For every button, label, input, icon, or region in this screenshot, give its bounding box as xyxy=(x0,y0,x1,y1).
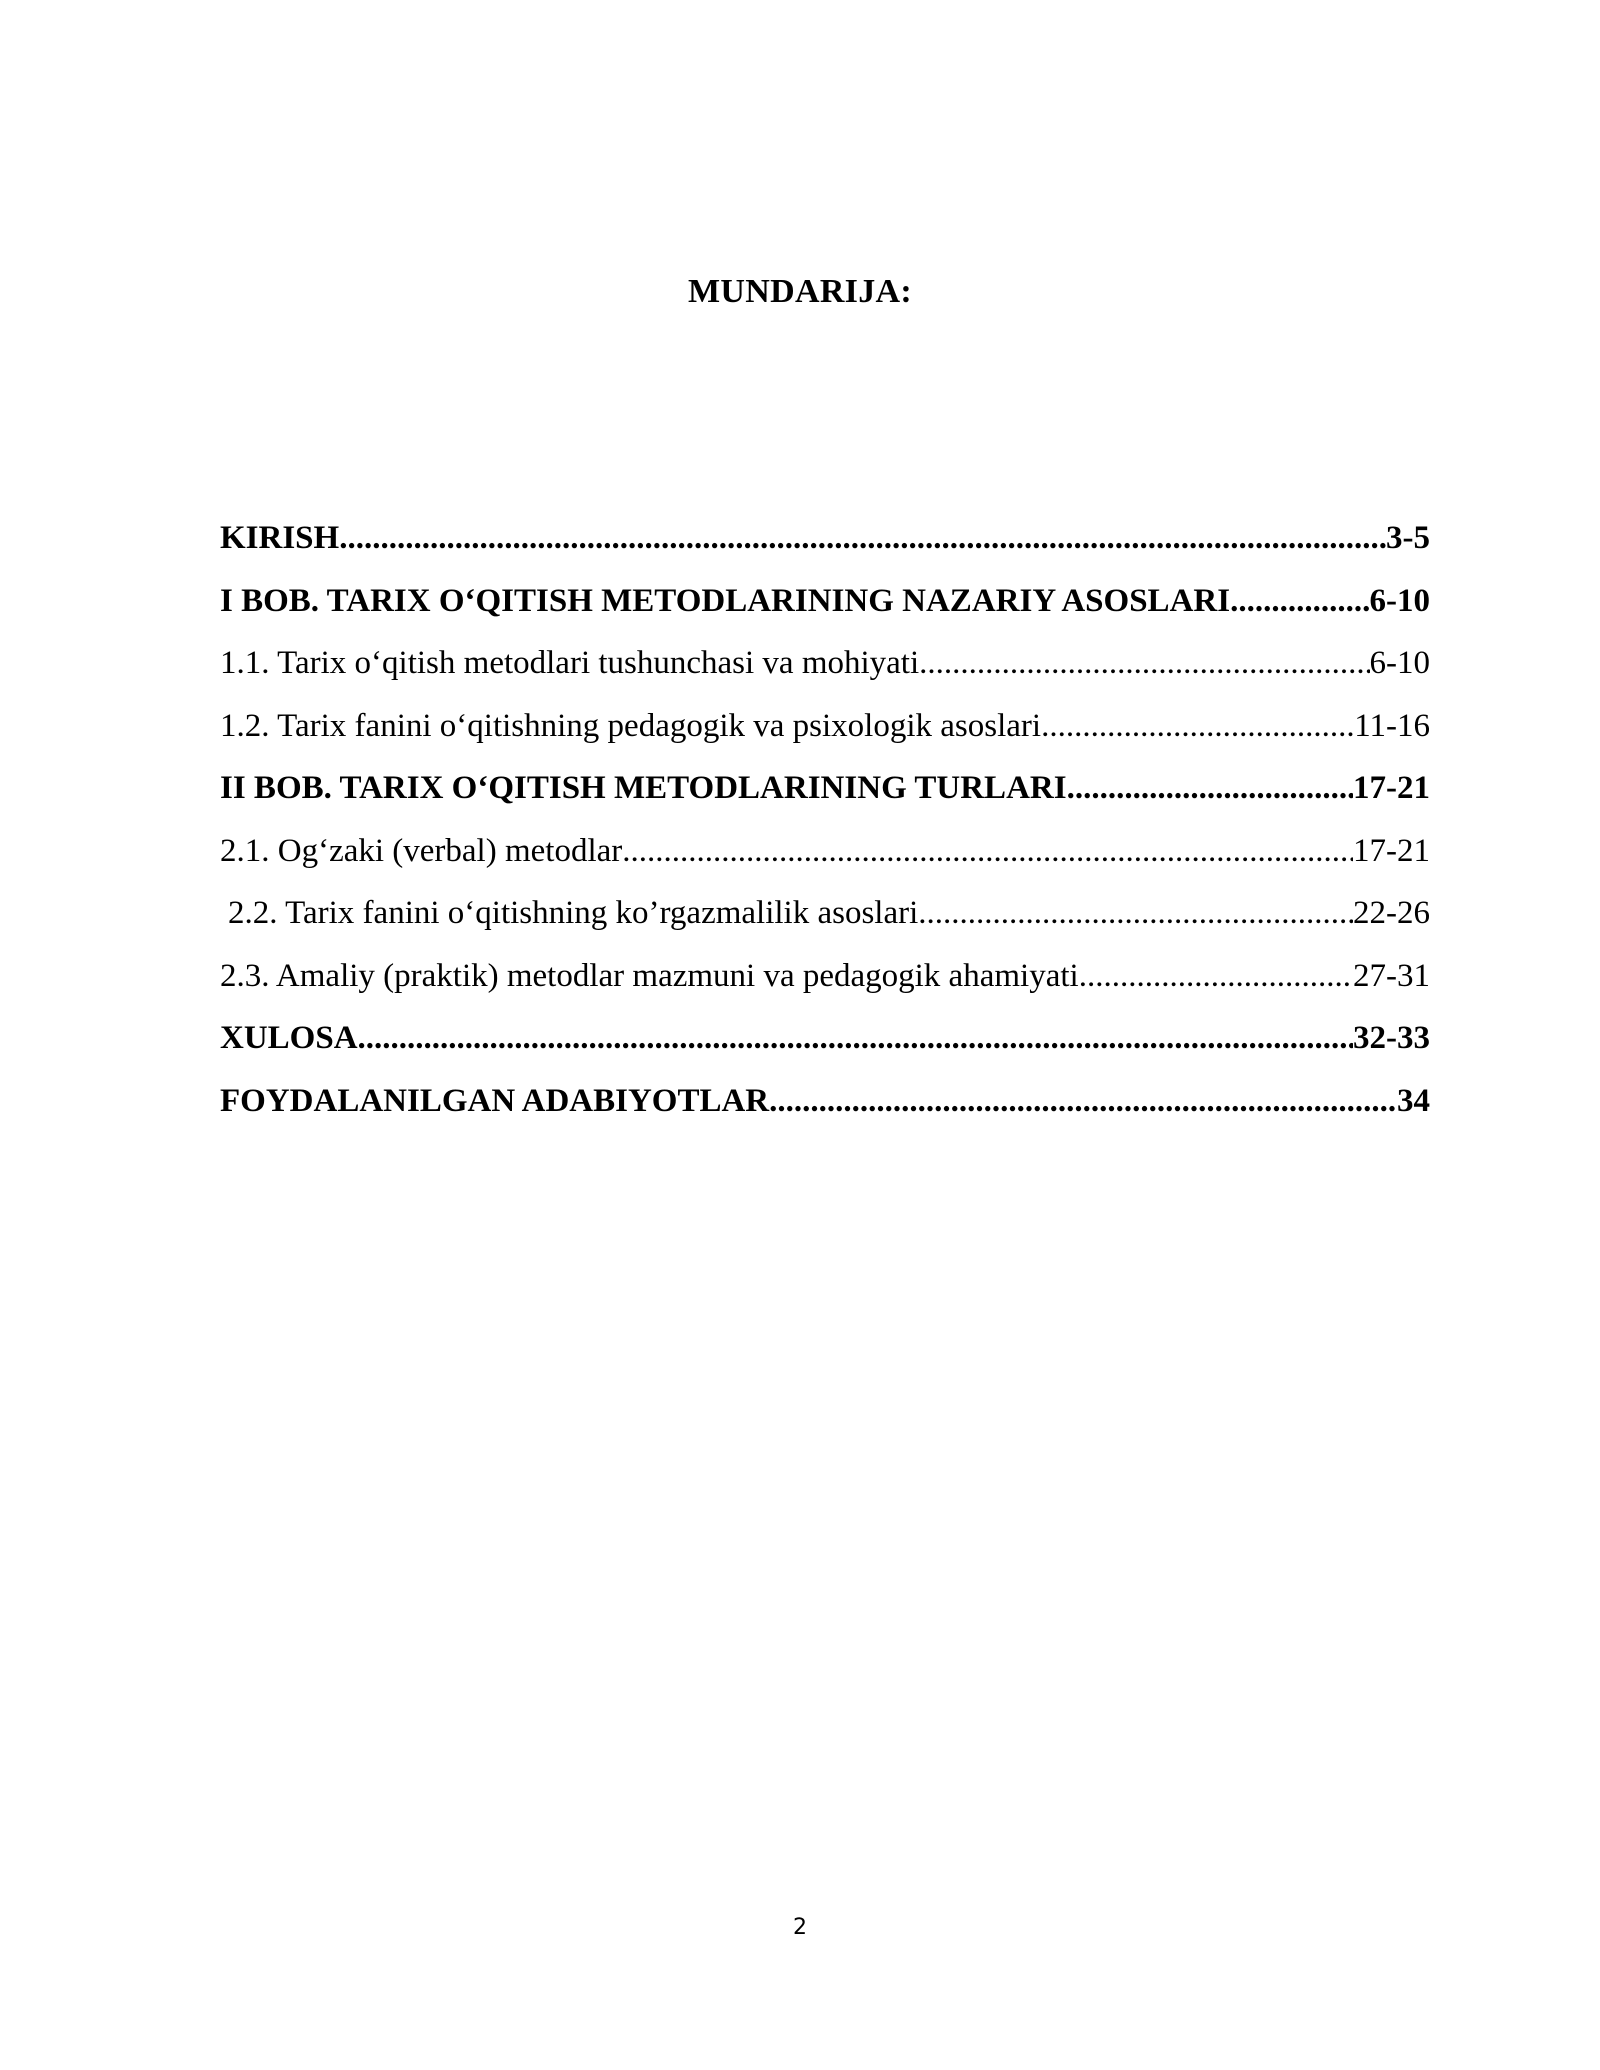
toc-entry-pages: 34 xyxy=(1397,1082,1430,1119)
toc-entry-label: 2.1. Og‘zaki (verbal) metodlar xyxy=(220,832,623,869)
toc-leader-dots xyxy=(1041,708,1354,745)
toc-leader-dots xyxy=(1067,770,1353,807)
toc-entry-kirish xyxy=(220,520,1430,583)
toc-entry-chapter-1 xyxy=(220,583,1430,646)
toc-entry-label: 2.2. Tarix fanini o‘qitishning ko’rgazmalilik asoslari xyxy=(228,895,919,931)
toc-entry-label: KIRISH xyxy=(220,520,340,556)
toc-leader-dots xyxy=(622,833,1353,870)
toc-entry-chapter-2 xyxy=(220,770,1430,833)
toc-entry-label: FOYDALANILGAN ADABIYOTLAR xyxy=(220,1082,770,1119)
page-title: MUNDARIJA: xyxy=(688,273,912,310)
toc-entry-adabiyotlar xyxy=(220,1083,1430,1146)
toc-entry-label: II BOB. TARIX O‘QITISH METODLARINING TURLARI xyxy=(220,770,1067,806)
toc-leader-dots xyxy=(769,1083,1397,1120)
toc-entry-label: XULOSA xyxy=(220,1020,358,1056)
toc-entry-label: 1.2. Tarix fanini o‘qitishning pedagogik va psixologik asoslari xyxy=(220,707,1042,744)
toc-entry-label: 1.1. Tarix o‘qitish metodlari tushunchasi va mohiyati xyxy=(220,645,920,681)
toc-entry-pages: 22-26 xyxy=(1353,895,1430,931)
toc-entry-section-2-1 xyxy=(220,833,1430,896)
toc-entry-pages: 6-10 xyxy=(1369,645,1430,681)
toc-leader-dots xyxy=(1230,583,1369,620)
toc-entry-section-2-2 xyxy=(220,895,1430,958)
page-number: 2 xyxy=(793,1915,807,1940)
toc-entry-pages: 17-21 xyxy=(1353,770,1430,806)
toc-entry-section-2-3 xyxy=(220,958,1430,1021)
toc-entry-xulosa xyxy=(220,1020,1430,1083)
toc-entry-pages: 3-5 xyxy=(1386,520,1430,556)
toc-entry-pages: 6-10 xyxy=(1369,582,1430,619)
table-of-contents xyxy=(220,520,1430,1145)
toc-leader-dots xyxy=(919,645,1369,682)
toc-leader-dots xyxy=(918,895,1353,932)
toc-leader-dots xyxy=(358,1020,1353,1057)
toc-entry-pages: 11-16 xyxy=(1354,707,1430,744)
toc-leader-dots xyxy=(339,520,1386,557)
toc-entry-pages: 17-21 xyxy=(1353,832,1430,869)
toc-entry-pages: 27-31 xyxy=(1353,957,1430,994)
toc-entry-label: I BOB. TARIX O‘QITISH METODLARINING NAZARIY ASOSLARI xyxy=(220,582,1231,619)
toc-entry-pages: 32-33 xyxy=(1353,1020,1430,1056)
toc-entry-section-1-2 xyxy=(220,708,1430,771)
toc-leader-dots xyxy=(1079,958,1353,995)
toc-entry-section-1-1 xyxy=(220,645,1430,708)
toc-entry-label: 2.3. Amaliy (praktik) metodlar mazmuni va pedagogik ahamiyati xyxy=(220,957,1079,994)
